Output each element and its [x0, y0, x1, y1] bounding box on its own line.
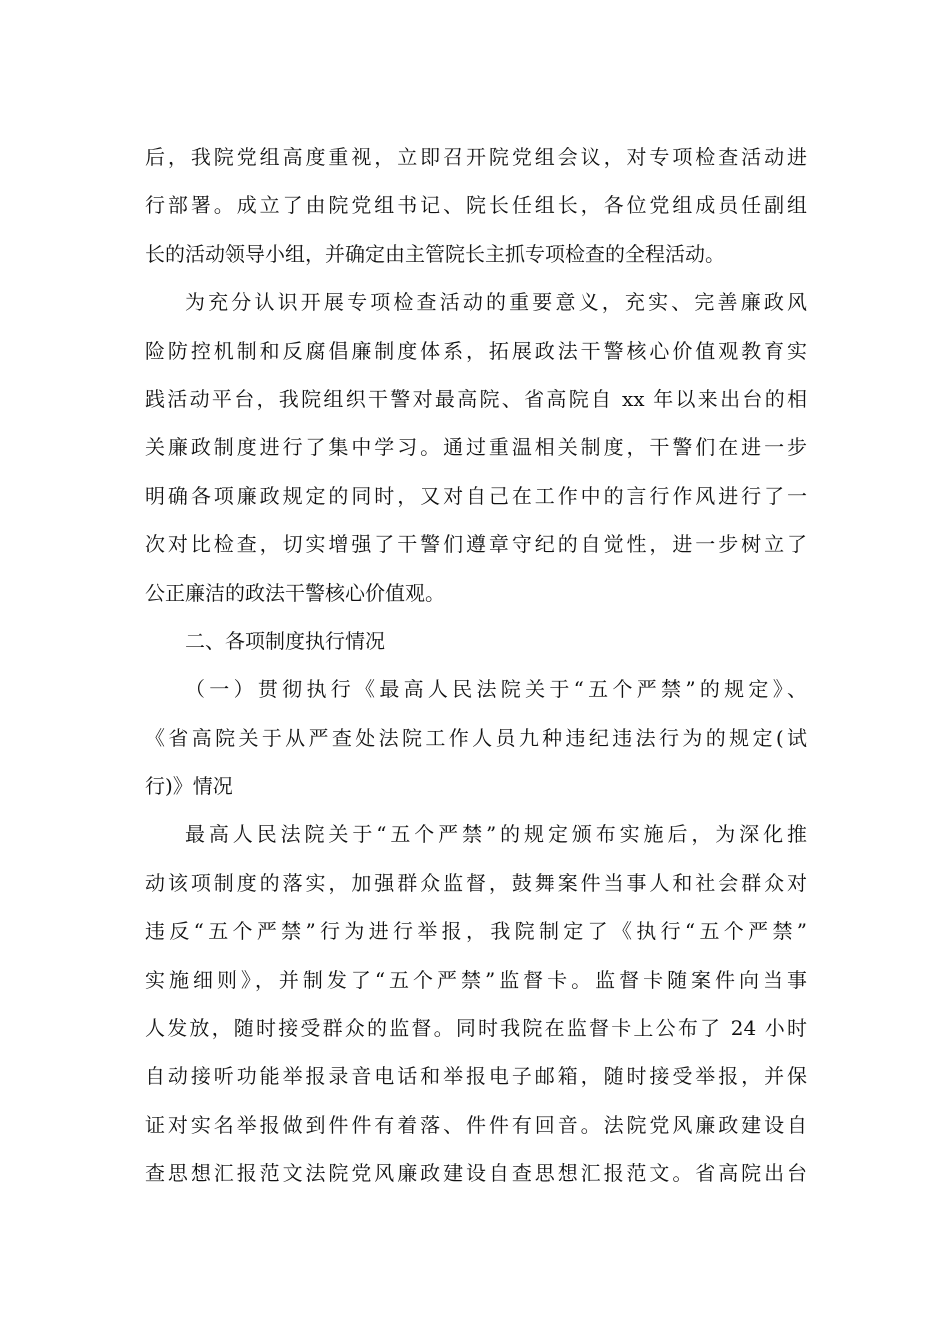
text-line: 公正廉洁的政法干警核心价值观。 — [145, 580, 445, 605]
text-line: 关廉政制度进行了集中学习。通过重温相关制度，干警们在进一步 — [145, 435, 807, 460]
subsection-heading-line: 行)》情况 — [145, 774, 233, 799]
subsection-heading-line: 《省高院关于从严查处法院工作人员九种违纪违法行为的规定(试 — [145, 725, 807, 750]
text-line: 长的活动领导小组，并确定由主管院长主抓专项检查的全程活动。 — [145, 241, 725, 266]
subsection-heading: （一）贯彻执行《最高人民法院关于“五个严禁”的规定》、 — [185, 677, 807, 702]
text-line: 后，我院党组高度重视，立即召开院党组会议，对专项检查活动进 — [145, 145, 807, 169]
paragraph-start-line: 为充分认识开展专项检查活动的重要意义，充实、完善廉政风 — [185, 290, 807, 315]
section-heading: 二、各项制度执行情况 — [185, 628, 385, 653]
text-line: 查思想汇报范文法院党风廉政建设自查思想汇报范文。省高院出台 — [145, 1161, 807, 1186]
text-line: 自动接听功能举报录音电话和举报电子邮箱，随时接受举报，并保 — [145, 1064, 807, 1089]
text-line: 人发放，随时接受群众的监督。同时我院在监督卡上公布了 24 小时 — [145, 1016, 807, 1041]
text-line: 践活动平台，我院组织干警对最高院、省高院自 xx 年以来出台的相 — [145, 386, 807, 411]
document-page — [145, 133, 807, 1198]
text-line: 动该项制度的落实，加强群众监督，鼓舞案件当事人和社会群众对 — [145, 870, 807, 895]
text-line: 行部署。成立了由院党组书记、院长任组长，各位党组成员任副组 — [145, 193, 807, 218]
text-line: 次对比检查，切实增强了干警们遵章守纪的自觉性，进一步树立了 — [145, 532, 807, 557]
text-line: 险防控机制和反腐倡廉制度体系，拓展政法干警核心价值观教育实 — [145, 338, 807, 363]
text-line: 实施细则》，并制发了“五个严禁”监督卡。监督卡随案件向当事 — [145, 967, 807, 992]
text-line: 明确各项廉政规定的同时，又对自己在工作中的言行作风进行了一 — [145, 483, 807, 508]
text-line: 违反“五个严禁”行为进行举报，我院制定了《执行“五个严禁” — [145, 919, 807, 944]
text-line: 证对实名举报做到件件有着落、件件有回音。法院党风廉政建设自 — [145, 1112, 807, 1137]
paragraph-start-line: 最高人民法院关于“五个严禁”的规定颁布实施后，为深化推 — [185, 822, 807, 847]
